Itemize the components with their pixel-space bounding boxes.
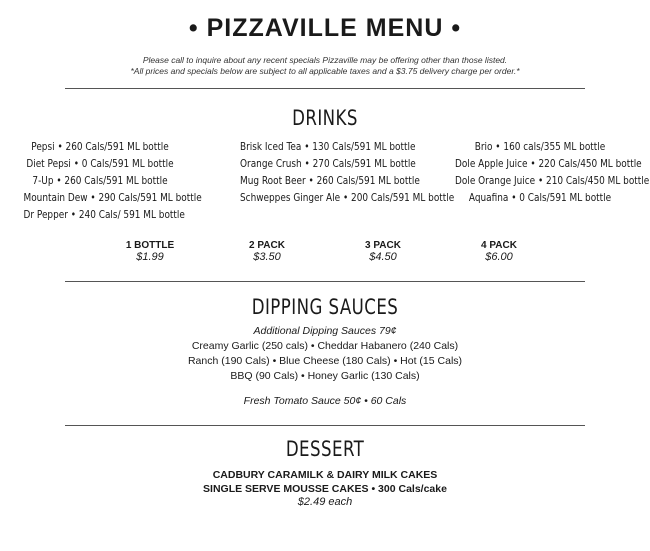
- drink-item: Orange Crush • 270 Cals/591 ML bottle: [240, 158, 416, 170]
- drink-item: Pepsi • 260 Cals/591 ML bottle: [31, 141, 169, 153]
- price-2-pack: [217, 240, 317, 263]
- sauces-heading: DIPPING SAUCES: [251, 295, 399, 319]
- drinks-column-2: [240, 139, 455, 207]
- drink-item: Mug Root Beer • 260 Cals/591 ML bottle: [240, 175, 420, 187]
- price-value: $4.50: [369, 251, 397, 263]
- price-label: 4 PACK: [481, 240, 517, 251]
- price-value: $3.50: [253, 251, 281, 263]
- dessert-heading: DESSERT: [285, 437, 365, 461]
- price-1-bottle: [100, 240, 200, 263]
- dessert-line-1: CADBURY CARAMILK & DAIRY MILK CAKES: [212, 469, 438, 481]
- fresh-tomato-sauce: Fresh Tomato Sauce 50¢ • 60 Cals: [243, 395, 407, 407]
- drink-item: 7-Up • 260 Cals/591 ML bottle: [32, 175, 168, 187]
- price-value: $1.99: [136, 251, 164, 263]
- divider: [65, 425, 585, 426]
- drink-item: Schweppes Ginger Ale • 200 Cals/591 ML bottle: [240, 192, 455, 204]
- sauces-additional: Additional Dipping Sauces 79¢: [253, 325, 397, 337]
- menu-title: • PIZZAVILLE MENU •: [188, 14, 462, 42]
- dessert-price: $2.49 each: [297, 496, 353, 508]
- sauce-line: BBQ (90 Cals) • Honey Garlic (130 Cals): [230, 370, 420, 382]
- price-label: 2 PACK: [249, 240, 285, 251]
- sauce-line: Ranch (190 Cals) • Blue Cheese (180 Cals) • Hot (15 Cals): [187, 355, 463, 367]
- drink-item: Dole Apple Juice • 220 Cals/450 ML bottle: [455, 158, 642, 170]
- sauce-line: Creamy Garlic (250 cals) • Cheddar Habanero (240 Cals): [191, 340, 459, 352]
- drink-item: Brio • 160 cals/355 ML bottle: [474, 141, 606, 153]
- drinks-column-1: [23, 139, 202, 224]
- divider: [65, 281, 585, 282]
- dessert-line-2: SINGLE SERVE MOUSSE CAKES • 300 Cals/cake: [203, 483, 447, 495]
- divider: [65, 88, 585, 89]
- drink-item: Mountain Dew • 290 Cals/591 ML bottle: [23, 192, 202, 204]
- price-3-pack: [333, 240, 433, 263]
- drink-item: Aquafina • 0 Cals/591 ML bottle: [468, 192, 612, 204]
- drink-item: Brisk Iced Tea • 130 Cals/591 ML bottle: [240, 141, 416, 153]
- price-label: 3 PACK: [365, 240, 401, 251]
- drink-item: Dole Orange Juice • 210 Cals/450 ML bottle: [455, 175, 650, 187]
- drink-item: Diet Pepsi • 0 Cals/591 ML bottle: [26, 158, 174, 170]
- drink-item: Dr Pepper • 240 Cals/ 591 ML bottle: [23, 209, 185, 221]
- specials-note: Please call to inquire about any recent specials Pizzaville may be offering other than those listed.: [142, 55, 508, 65]
- tax-note: *All prices and specials below are subject to all applicable taxes and a $3.75 delivery charge per order.*: [130, 66, 520, 76]
- drinks-column-3: [455, 139, 650, 207]
- drinks-heading: DRINKS: [292, 106, 358, 130]
- price-label: 1 BOTTLE: [125, 240, 175, 251]
- price-value: $6.00: [485, 251, 513, 263]
- price-4-pack: [449, 240, 549, 263]
